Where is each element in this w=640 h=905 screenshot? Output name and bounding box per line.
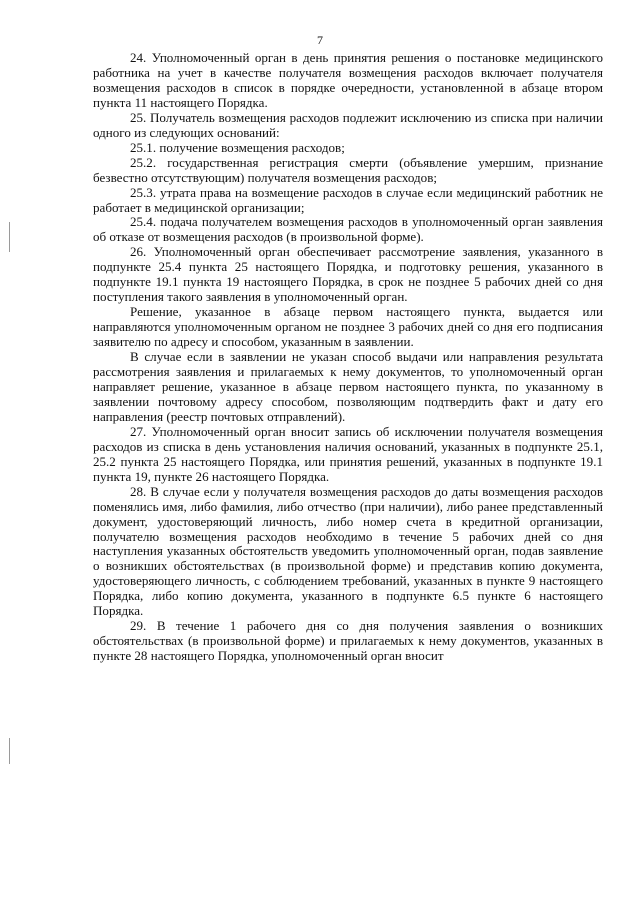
paragraph-25-3: 25.3. утрата права на возмещение расходов в случае если медицинский работник не работает в медицинской организации; [93, 184, 603, 215]
paragraph-27: 27. Уполномоченный орган вносит запись об исключении получателя возмещения расходов из списка в день установления наличия оснований, указанных в подпункте 25.1, 25.2 пункта 25 настоящего Порядка, или принятия решений, указанных в подпункте 19.1 пункта 19, пункте 26 настоящего Порядка. [93, 423, 603, 484]
paragraph-25: 25. Получатель возмещения расходов подлежит исключению из списка при наличии одного из следующих оснований: [93, 109, 603, 140]
scan-margin-mark [9, 738, 10, 764]
paragraph-26: 26. Уполномоченный орган обеспечивает рассмотрение заявления, указанного в подпункте 25.4 пункта 25 настоящего Порядка, и подготовку решения, указанного в подпункте 19.1 пункта 19 настоящего Порядка, в срок не позднее 5 рабочих дней со дня поступления такого заявления в уполномоченный орган. [93, 244, 603, 305]
paragraph-25-1: 25.1. получение возмещения расходов; [130, 139, 345, 155]
page-number: 7 [317, 33, 323, 47]
document-body [93, 51, 603, 664]
paragraph-25-2: 25.2. государственная регистрация смерти (объявление умершим, признание безвестно отсутствующим) получателя возмещения расходов; [93, 154, 603, 185]
paragraph-24: 24. Уполномоченный орган в день принятия решения о постановке медицинского работника на учет в качестве получателя возмещения расходов включает получателя возмещения расходов в список в порядке очередности, установленной в абзаце втором пункта 11 настоящего Порядка. [93, 50, 603, 110]
paragraph-26-delivery: В случае если в заявлении не указан способ выдачи или направления результата рассмотрения заявления и прилагаемых к нему документов, то уполномоченный орган направляет решение, указанное в абзаце первом настоящего пункта, по указанному в заявлении почтовому адресу способом, позволяющим подтвердить факт и дату его направления (реестр почтовых отправлений). [93, 349, 603, 424]
scan-margin-mark [9, 222, 10, 252]
paragraph-25-4: 25.4. подача получателем возмещения расходов в уполномоченный орган заявления об отказе от возмещения расходов (в произвольной форме). [93, 214, 603, 245]
paragraph-26-decision: Решение, указанное в абзаце первом настоящего пункта, выдается или направляются уполномоченным органом не позднее 3 рабочих дней со дня его подписания заявителю по адресу и способом, указанным в заявлении. [93, 304, 603, 350]
paragraph-29: 29. В течение 1 рабочего дня со дня получения заявления о возникших обстоятельствах (в произвольной форме) и прилагаемых к нему документов, указанных в пункте 28 настоящего Порядка, уполномоченный орган вносит [93, 618, 603, 664]
paragraph-28: 28. В случае если у получателя возмещения расходов до даты возмещения расходов поменялись имя, либо фамилия, либо отчество (при наличии), либо ранее представленный документ, удостоверяющий личность, либо номер счета в кредитной организации, получателю возмещения расходов необходимо в течение 5 рабочих дней со дня наступления указанных обстоятельств уведомить уполномоченный орган, подав заявление о возникших обстоятельствах (в произвольной форме) и представив копию документа, удостоверяющего личность, с соблюдением требований, указанных в пункте 9 настоящего Порядка, либо копию документа, указанного в подпункте 6.5 пункте 6 настоящего Порядка. [93, 483, 603, 619]
